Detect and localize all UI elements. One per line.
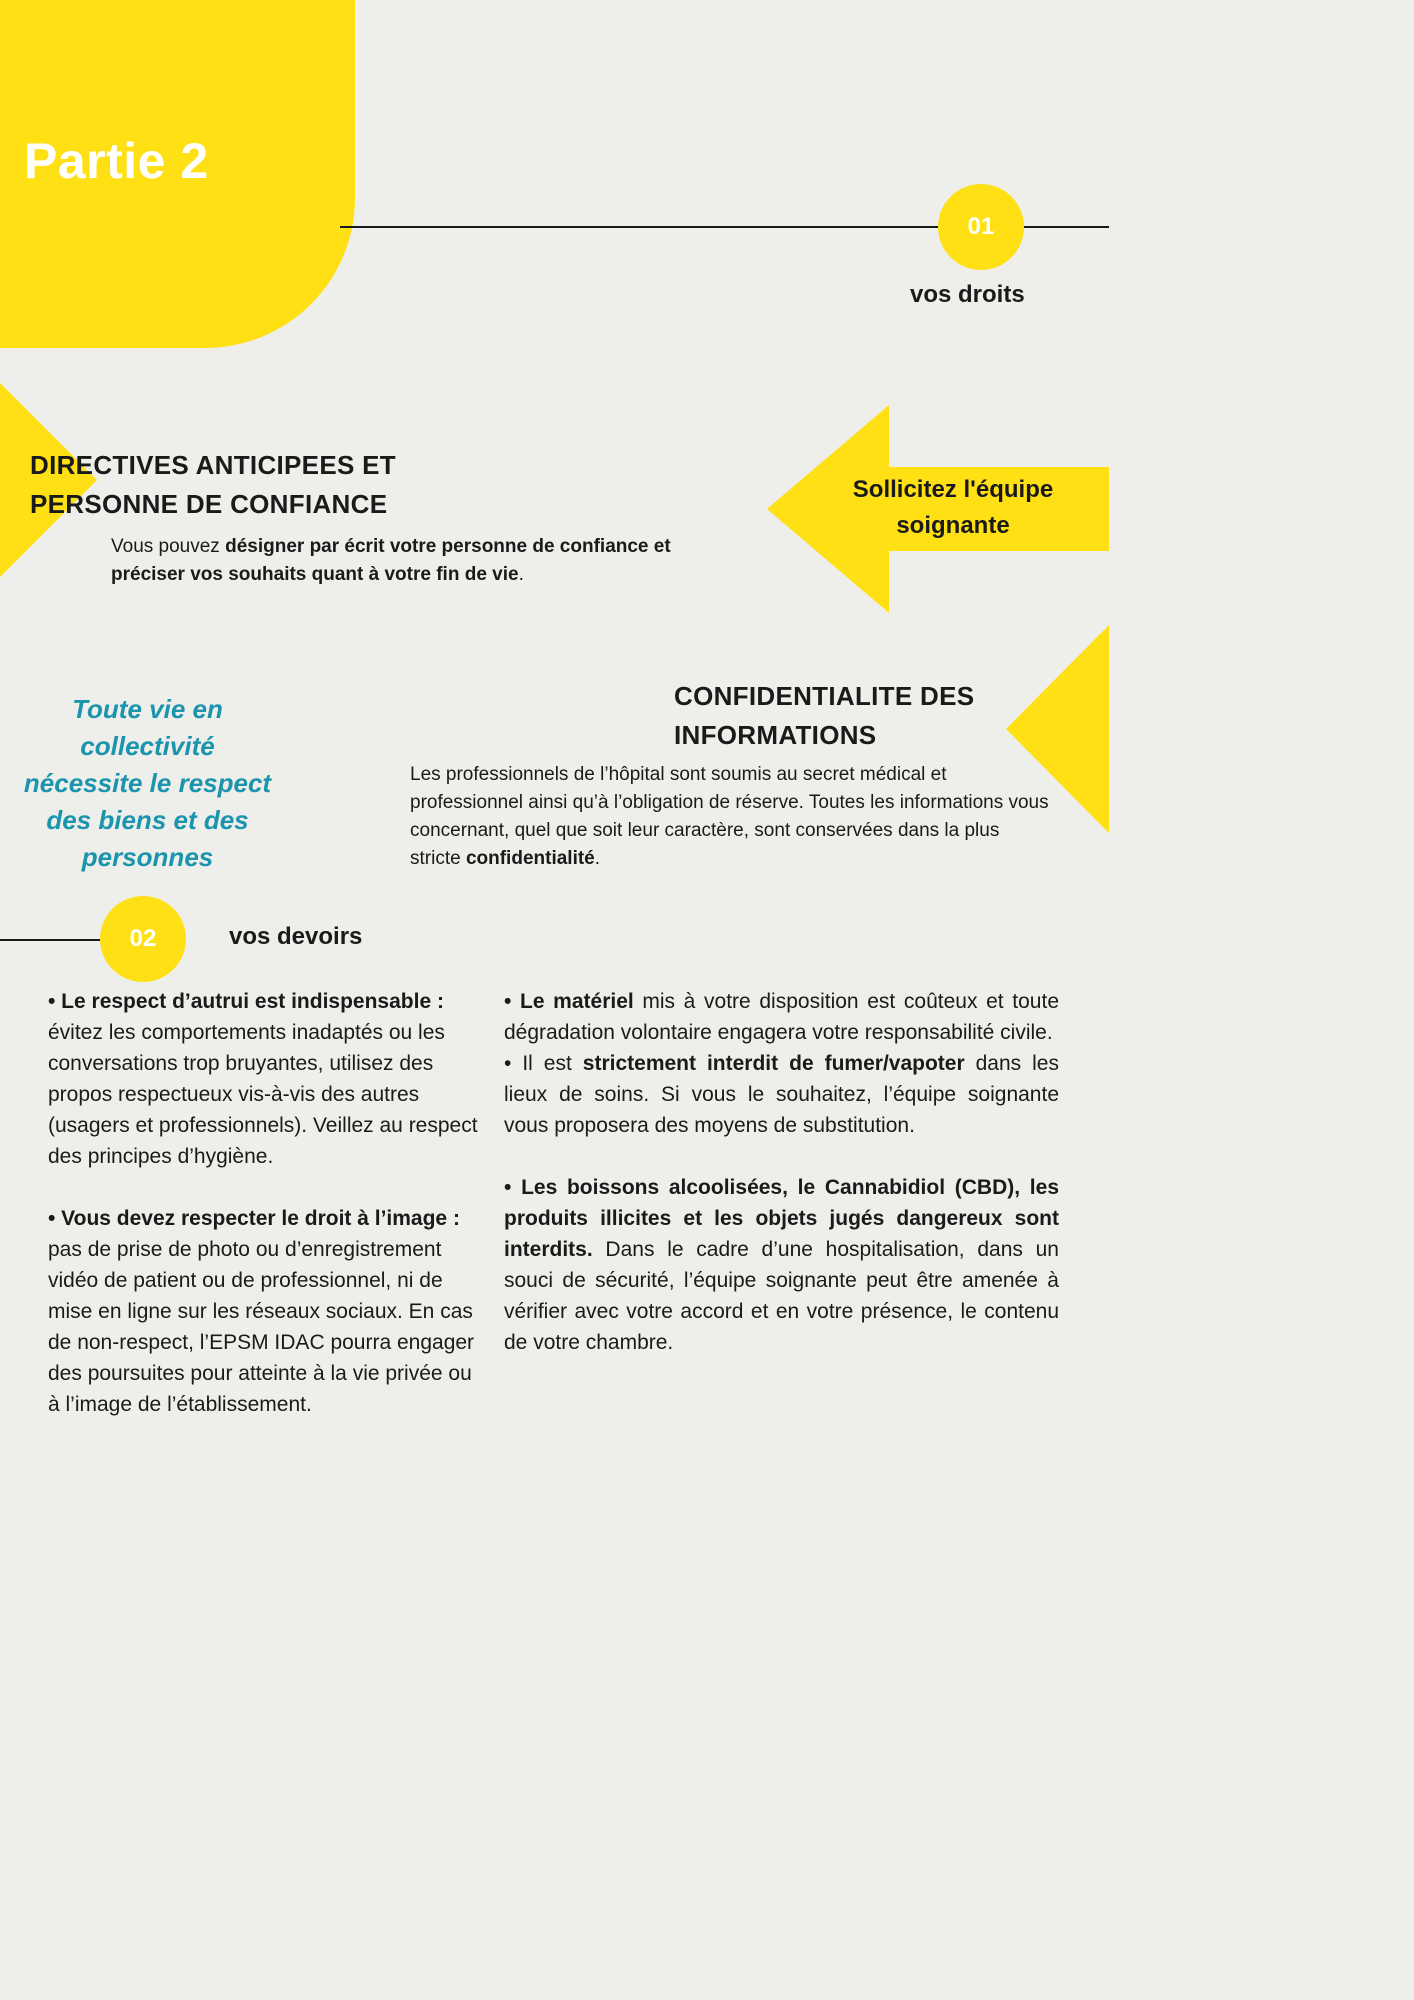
callout-text: Sollicitez l'équipe soignante <box>852 476 1054 539</box>
confidentialite-heading: CONFIDENTIALITE DES INFORMATIONS <box>674 681 975 750</box>
section-number-badge-02: 02 <box>100 896 186 982</box>
divider-line-devoirs <box>0 939 102 941</box>
devoir-substances-interdites: • Les boissons alcoolisées, le Cannabidiol (CBD), les produits illicites et les objets jugés dangereux sont interdits. Dans le cadre d’une hospitalisation, dans un souci de sécurité, l’équipe soignante peut être amenée à vérifier avec votre accord et en votre présence, le contenu de votre chambre. <box>504 1176 1059 1354</box>
section-label-devoirs: vos devoirs <box>229 923 363 950</box>
section-label-droits: vos droits <box>910 281 1025 308</box>
devoir-respect-autrui: • Le respect d’autrui est indispensable : évitez les comportements inadaptés ou les conversations trop bruyantes, utilisez des propos respectueux vis-à-vis des autres (usagers et professionnels). Veillez au respect des principes d’hygiène. <box>48 990 478 1168</box>
directives-heading: DIRECTIVES ANTICIPEES ET PERSONNE DE CONFIANCE <box>30 450 396 519</box>
directives-text: Vous pouvez désigner par écrit votre personne de confiance et préciser vos souhaits quant à votre fin de vie. <box>111 536 671 585</box>
confidentialite-text: Les professionnels de l’hôpital sont soumis au secret médical et professionnel ainsi qu’à l’obligation de réserve. Toutes les informations vous concernant, quel que soit leur caractère, sont conservées dans la plus stricte confidentialité. <box>410 764 1049 869</box>
section-number-badge-01: 01 <box>938 184 1024 270</box>
devoir-materiel: • Le matériel mis à votre disposition est coûteux et toute dégradation volontaire engagera votre responsabilité civile. <box>504 990 1059 1044</box>
devoirs-left-column <box>48 986 488 1420</box>
page-title: Partie 2 <box>24 133 209 189</box>
collectivite-quote: Toute vie en collectivité nécessite le respect des biens et des personnes <box>23 694 272 872</box>
devoir-interdiction-fumer: • Il est strictement interdit de fumer/vapoter dans les lieux de soins. Si vous le souhaitez, l’équipe soignante vous proposera des moyens de substitution. <box>504 1052 1059 1137</box>
devoir-droit-image: • Vous devez respecter le droit à l’image : pas de prise de photo ou d’enregistrement vidéo de patient ou de professionnel, ni de mise en ligne sur les réseaux sociaux. En cas de non-respect, l’EPSM IDAC pourra engager des poursuites pour atteinte à la vie privée ou à l’image de l’établissement. <box>48 1207 475 1416</box>
devoirs-right-column <box>504 986 1059 1358</box>
